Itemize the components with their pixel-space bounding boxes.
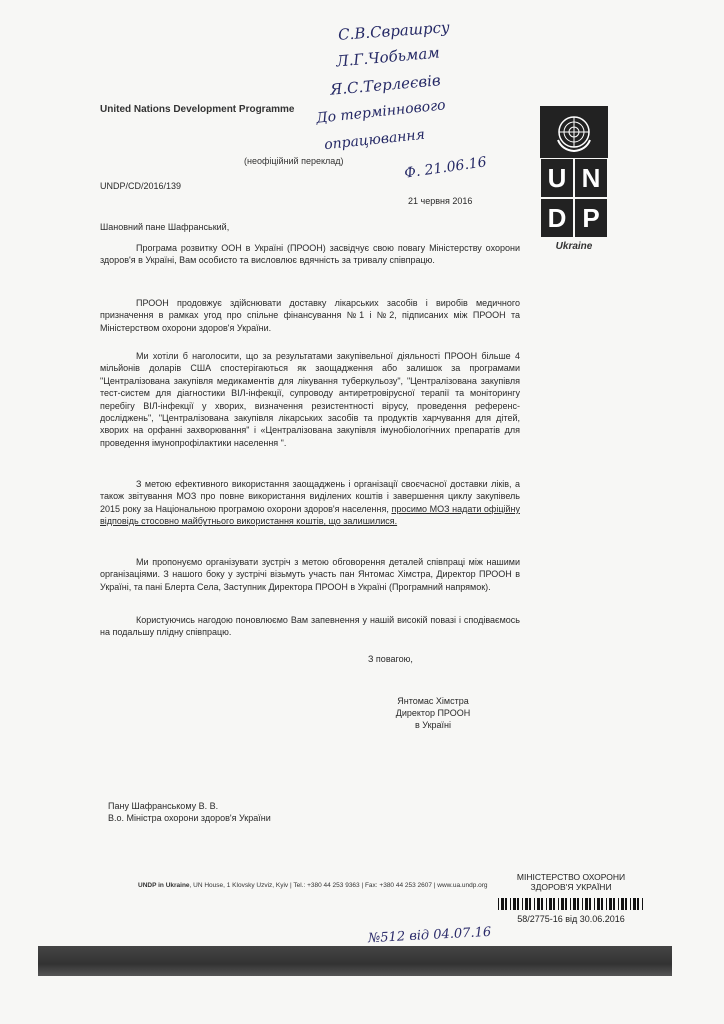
logo-country: Ukraine bbox=[555, 241, 593, 252]
letter-date: 21 червня 2016 bbox=[408, 196, 473, 206]
handwritten-note-line1: С.В.Сврашрсу bbox=[337, 18, 451, 44]
handwritten-note-line2: Л.Г.Чобьмам bbox=[335, 43, 441, 71]
signer-name: Янтомас Хімстра bbox=[397, 696, 469, 706]
scan-edge-bar bbox=[38, 946, 672, 976]
signature-block bbox=[388, 695, 478, 731]
paragraph-1: Програма розвитку ООН в Україні (ПРООН) засвідчує свою повагу Міністерству охорони здоров'я в Україні, Вам особисто та висловлює вдячність за тривалу співпрацю. bbox=[100, 243, 520, 266]
translation-note: (неофіційний переклад) bbox=[244, 156, 344, 166]
reference-number: UNDP/CD/2016/139 bbox=[100, 181, 182, 191]
handwritten-note-line4: До терміннового bbox=[315, 97, 447, 127]
handwritten-note-line5: опрацювання bbox=[323, 126, 426, 154]
undp-letters bbox=[540, 158, 608, 238]
addressee-title: В.о. Міністра охорони здоров'я України bbox=[108, 813, 271, 823]
handwritten-note-line3: Я.С.Терлеєвів bbox=[329, 71, 442, 99]
footer-details: , UN House, 1 Klovsky Uzviz, Kyiv | Tel.: +380 44 253 9363 | Fax: +380 44 253 2607 | www.ua.undp.org bbox=[189, 882, 488, 889]
undp-logo bbox=[540, 106, 608, 252]
logo-letter-u: U bbox=[540, 158, 574, 198]
stamp-number-wrap bbox=[496, 912, 646, 924]
logo-letter-n: N bbox=[574, 158, 608, 198]
organization-name: United Nations Development Programme bbox=[100, 104, 295, 115]
logo-letter-p: P bbox=[574, 198, 608, 238]
paragraph-3: Ми хотіли б наголосити, що за результатами закупівельної діяльності ПРООН більше 4 мільйонів доларів США спостерігаються як заощадження або залишок за програмами "Централізована закупівля медикаментів для лікування туберкульозу", "Централізована закупівля тест-систем для діагностики ВІЛ-інфекції, супроводу антиретровірусної терапії та моніторингу перебігу ВІЛ-інфекції у хворих, визначення резистентності вірусу, проведення референс-досліджень", "Централізована закупівля лікарських засобів та продуктів харчування для дітей, хворих на орфанні захворювання" і «Централізована закупівля імунобіологічних препаратів для проведення імунопрофілактики населення ". bbox=[100, 351, 520, 448]
footer-contact bbox=[138, 882, 488, 889]
un-emblem-icon bbox=[540, 106, 608, 158]
footer-org: UNDP in Ukraine bbox=[138, 882, 190, 889]
paragraph-5: Ми пропонуємо організувати зустріч з метою обговорення деталей співпраці між нашими організаціями. З нашого боку у зустрічі візьмуть участь пан Янтомас Хімстра, Директор ПРООН в Україні, та пані Блерта Села, Заступник Директора ПРООН в Україні (Програмний напрямок). bbox=[100, 557, 520, 592]
addressee-block bbox=[108, 800, 271, 824]
paragraph-4 bbox=[100, 478, 520, 528]
handwritten-signature-date: Ф. 21.06.16 bbox=[403, 154, 488, 182]
stamp-line1: МІНІСТЕРСТВО ОХОРОНИ bbox=[516, 872, 626, 882]
paragraph-4-text: З метою ефективного використання заощаджень і організації своєчасної доставки ліків, а також звітування МОЗ про повне використання виділених коштів і завершення циклу закупівель 2015 року за Національною програмою охорони здоров'я населення, bbox=[100, 479, 520, 514]
barcode bbox=[498, 898, 646, 910]
stamp-line2: ЗДОРОВ'Я УКРАЇНИ bbox=[530, 882, 612, 892]
registration-stamp bbox=[496, 872, 646, 892]
addressee-name: Пану Шафранському В. В. bbox=[108, 801, 219, 811]
signer-title: Директор ПРООН bbox=[395, 708, 471, 718]
stamp-number: 58/2775-16 від 30.06.2016 bbox=[517, 914, 625, 924]
signer-location: в Україні bbox=[414, 720, 451, 730]
logo-letter-d: D bbox=[540, 198, 574, 238]
paragraph-2: ПРООН продовжує здійснювати доставку лікарських засобів і виробів медичного призначення в рамках угод про спільне фінансування №1 і №2, підписаних між ПРООН та Міністерством охорони здоров'я України. bbox=[100, 298, 520, 333]
salutation: Шановний пане Шафранський, bbox=[100, 222, 230, 232]
closing: З повагою, bbox=[368, 654, 413, 664]
handwritten-incoming-number: №512 від 04.07.16 bbox=[367, 924, 492, 947]
paragraph-6: Користуючись нагодою поновлюємо Вам запевнення у нашій високій повазі і сподіваємось на подальшу плідну співпрацю. bbox=[100, 615, 520, 638]
paragraph-4-underlined-request: просимо МОЗ надати офіційну відповідь стосовно майбутнього використання коштів, що залишилися. bbox=[100, 503, 520, 527]
